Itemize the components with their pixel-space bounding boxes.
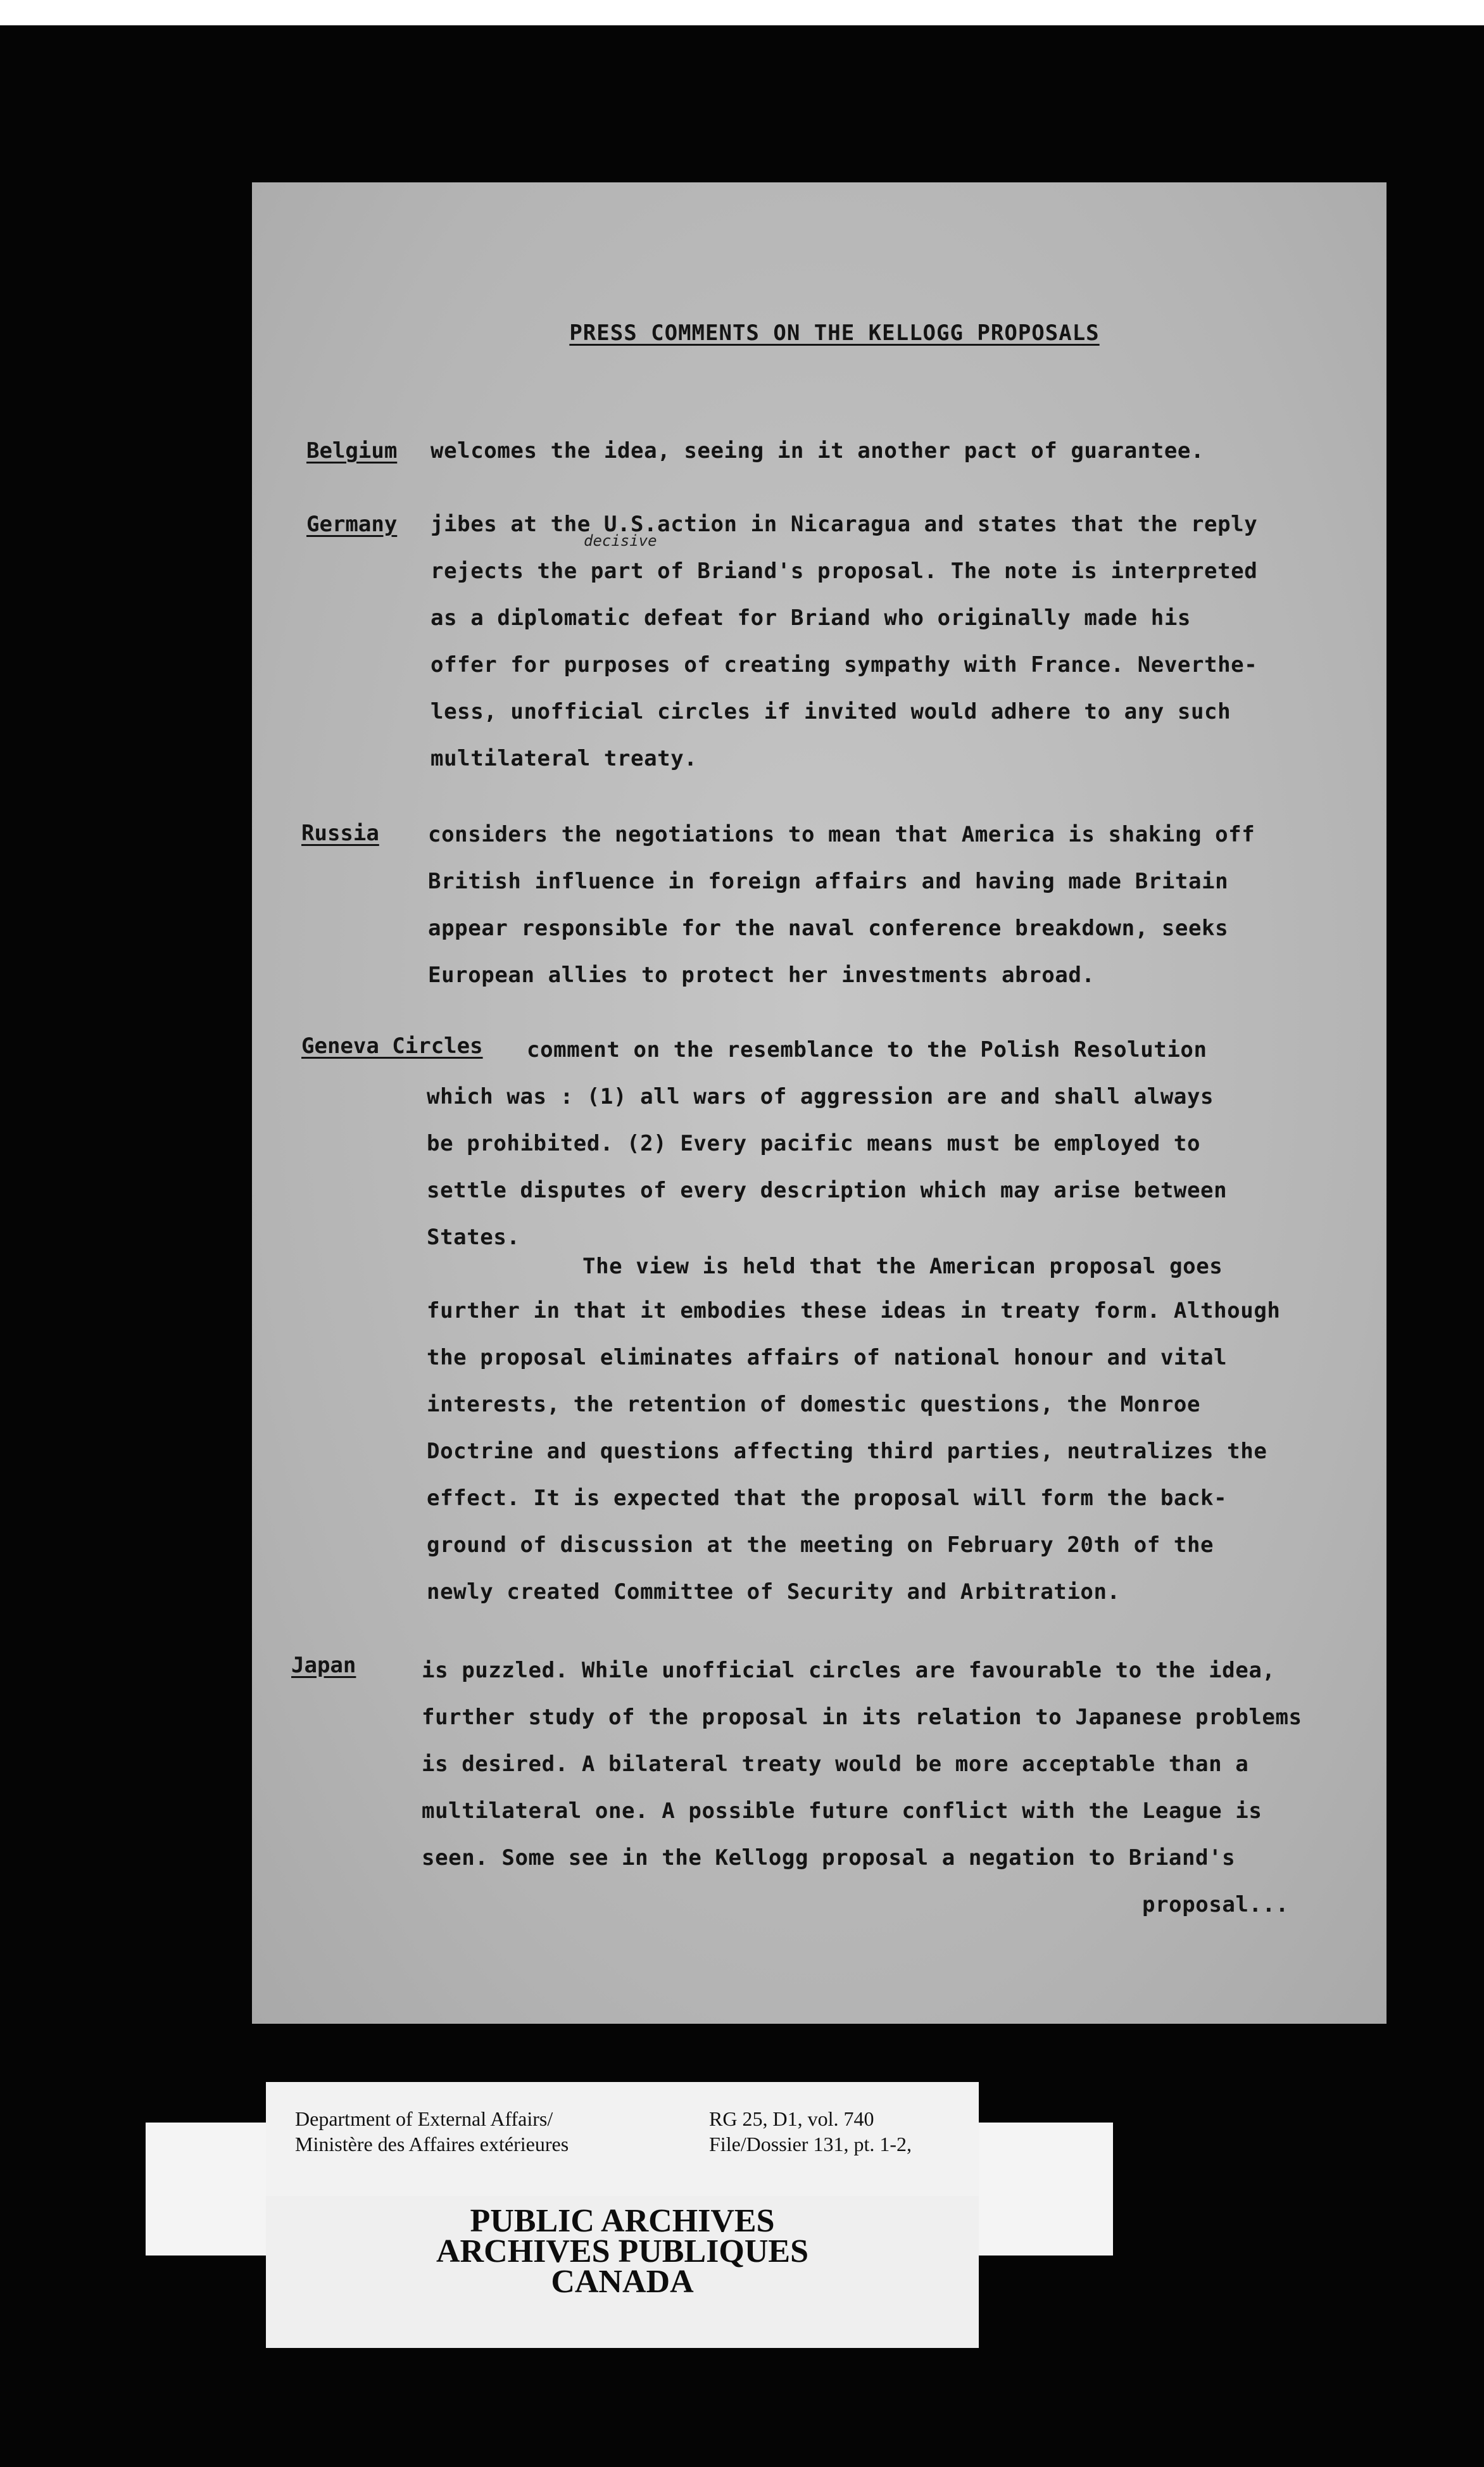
belgium-line-1: welcomes the idea, seeing in it another pact of guarantee. bbox=[431, 438, 1205, 464]
geneva-line-10: Doctrine and questions affecting third parties, neutralizes the bbox=[427, 1439, 1267, 1464]
germany-line-6: multilateral treaty. bbox=[431, 746, 698, 771]
geneva-line-7: further in that it embodies these ideas in treaty form. Although bbox=[427, 1298, 1281, 1323]
japan-line-4: multilateral one. A possible future conflict with the League is bbox=[422, 1798, 1262, 1824]
geneva-line-11: effect. It is expected that the proposal will form the back- bbox=[427, 1486, 1228, 1511]
stamp-line-3: CANADA bbox=[551, 2264, 694, 2300]
geneva-line-6: The view is held that the American proposal goes bbox=[582, 1254, 1223, 1279]
label-department-en: Department of External Affairs/ bbox=[295, 2107, 553, 2130]
country-belgium: Belgium bbox=[306, 438, 398, 464]
germany-line-4: offer for purposes of creating sympathy with France. Neverthe- bbox=[431, 652, 1258, 678]
archive-reference-label bbox=[266, 2082, 979, 2196]
japan-line-3: is desired. A bilateral treaty would be more acceptable than a bbox=[422, 1751, 1249, 1777]
russia-line-1: considers the negotiations to mean that America is shaking off bbox=[428, 822, 1255, 847]
geneva-line-3: be prohibited. (2) Every pacific means must be employed to bbox=[427, 1131, 1201, 1156]
label-file-dossier: File/Dossier 131, pt. 1-2, bbox=[709, 2133, 912, 2155]
geneva-line-1: comment on the resemblance to the Polish Resolution bbox=[527, 1037, 1207, 1063]
document-page bbox=[252, 182, 1387, 2024]
russia-line-4: European allies to protect her investments abroad. bbox=[428, 962, 1095, 988]
japan-line-1: is puzzled. While unofficial circles are favourable to the idea, bbox=[422, 1658, 1276, 1683]
label-department-fr: Ministère des Affaires extérieures bbox=[295, 2133, 569, 2155]
handwritten-insert: decisive bbox=[584, 532, 657, 550]
country-japan: Japan bbox=[291, 1653, 356, 1678]
germany-line-1: jibes at the U.S.action in Nicaragua and states that the reply bbox=[431, 512, 1258, 537]
geneva-line-4: settle disputes of every description which may arise between bbox=[427, 1178, 1228, 1203]
geneva-line-2: which was : (1) all wars of aggression are and shall always bbox=[427, 1084, 1214, 1109]
label-record-group: RG 25, D1, vol. 740 bbox=[709, 2107, 874, 2130]
stamp-line-2: ARCHIVES PUBLIQUES bbox=[436, 2233, 809, 2269]
russia-line-2: British influence in foreign affairs and having made Britain bbox=[428, 869, 1229, 894]
japan-line-5: seen. Some see in the Kellogg proposal a negation to Briand's bbox=[422, 1845, 1236, 1871]
japan-line-2: further study of the proposal in its relation to Japanese problems bbox=[422, 1705, 1302, 1730]
germany-line-5: less, unofficial circles if invited would adhere to any such bbox=[431, 699, 1231, 724]
public-archives-stamp bbox=[266, 2203, 979, 2300]
geneva-line-12: ground of discussion at the meeting on February 20th of the bbox=[427, 1532, 1214, 1558]
country-russia: Russia bbox=[301, 821, 379, 846]
geneva-line-9: interests, the retention of domestic questions, the Monroe bbox=[427, 1392, 1201, 1417]
stamp-line-1: PUBLIC ARCHIVES bbox=[470, 2203, 775, 2239]
germany-line-2: rejects the part of Briand's proposal. The note is interpreted bbox=[431, 558, 1258, 584]
geneva-line-8: the proposal eliminates affairs of national honour and vital bbox=[427, 1345, 1228, 1370]
geneva-line-5: States. bbox=[427, 1225, 520, 1250]
country-germany: Germany bbox=[306, 512, 398, 537]
geneva-line-13: newly created Committee of Security and Arbitration. bbox=[427, 1579, 1121, 1605]
japan-line-6: proposal... bbox=[1142, 1892, 1289, 1917]
russia-line-3: appear responsible for the naval conference breakdown, seeks bbox=[428, 916, 1229, 941]
document-title: PRESS COMMENTS ON THE KELLOGG PROPOSALS bbox=[569, 320, 1100, 346]
country-geneva-circles: Geneva Circles bbox=[301, 1033, 483, 1059]
germany-line-3: as a diplomatic defeat for Briand who originally made his bbox=[431, 605, 1191, 631]
